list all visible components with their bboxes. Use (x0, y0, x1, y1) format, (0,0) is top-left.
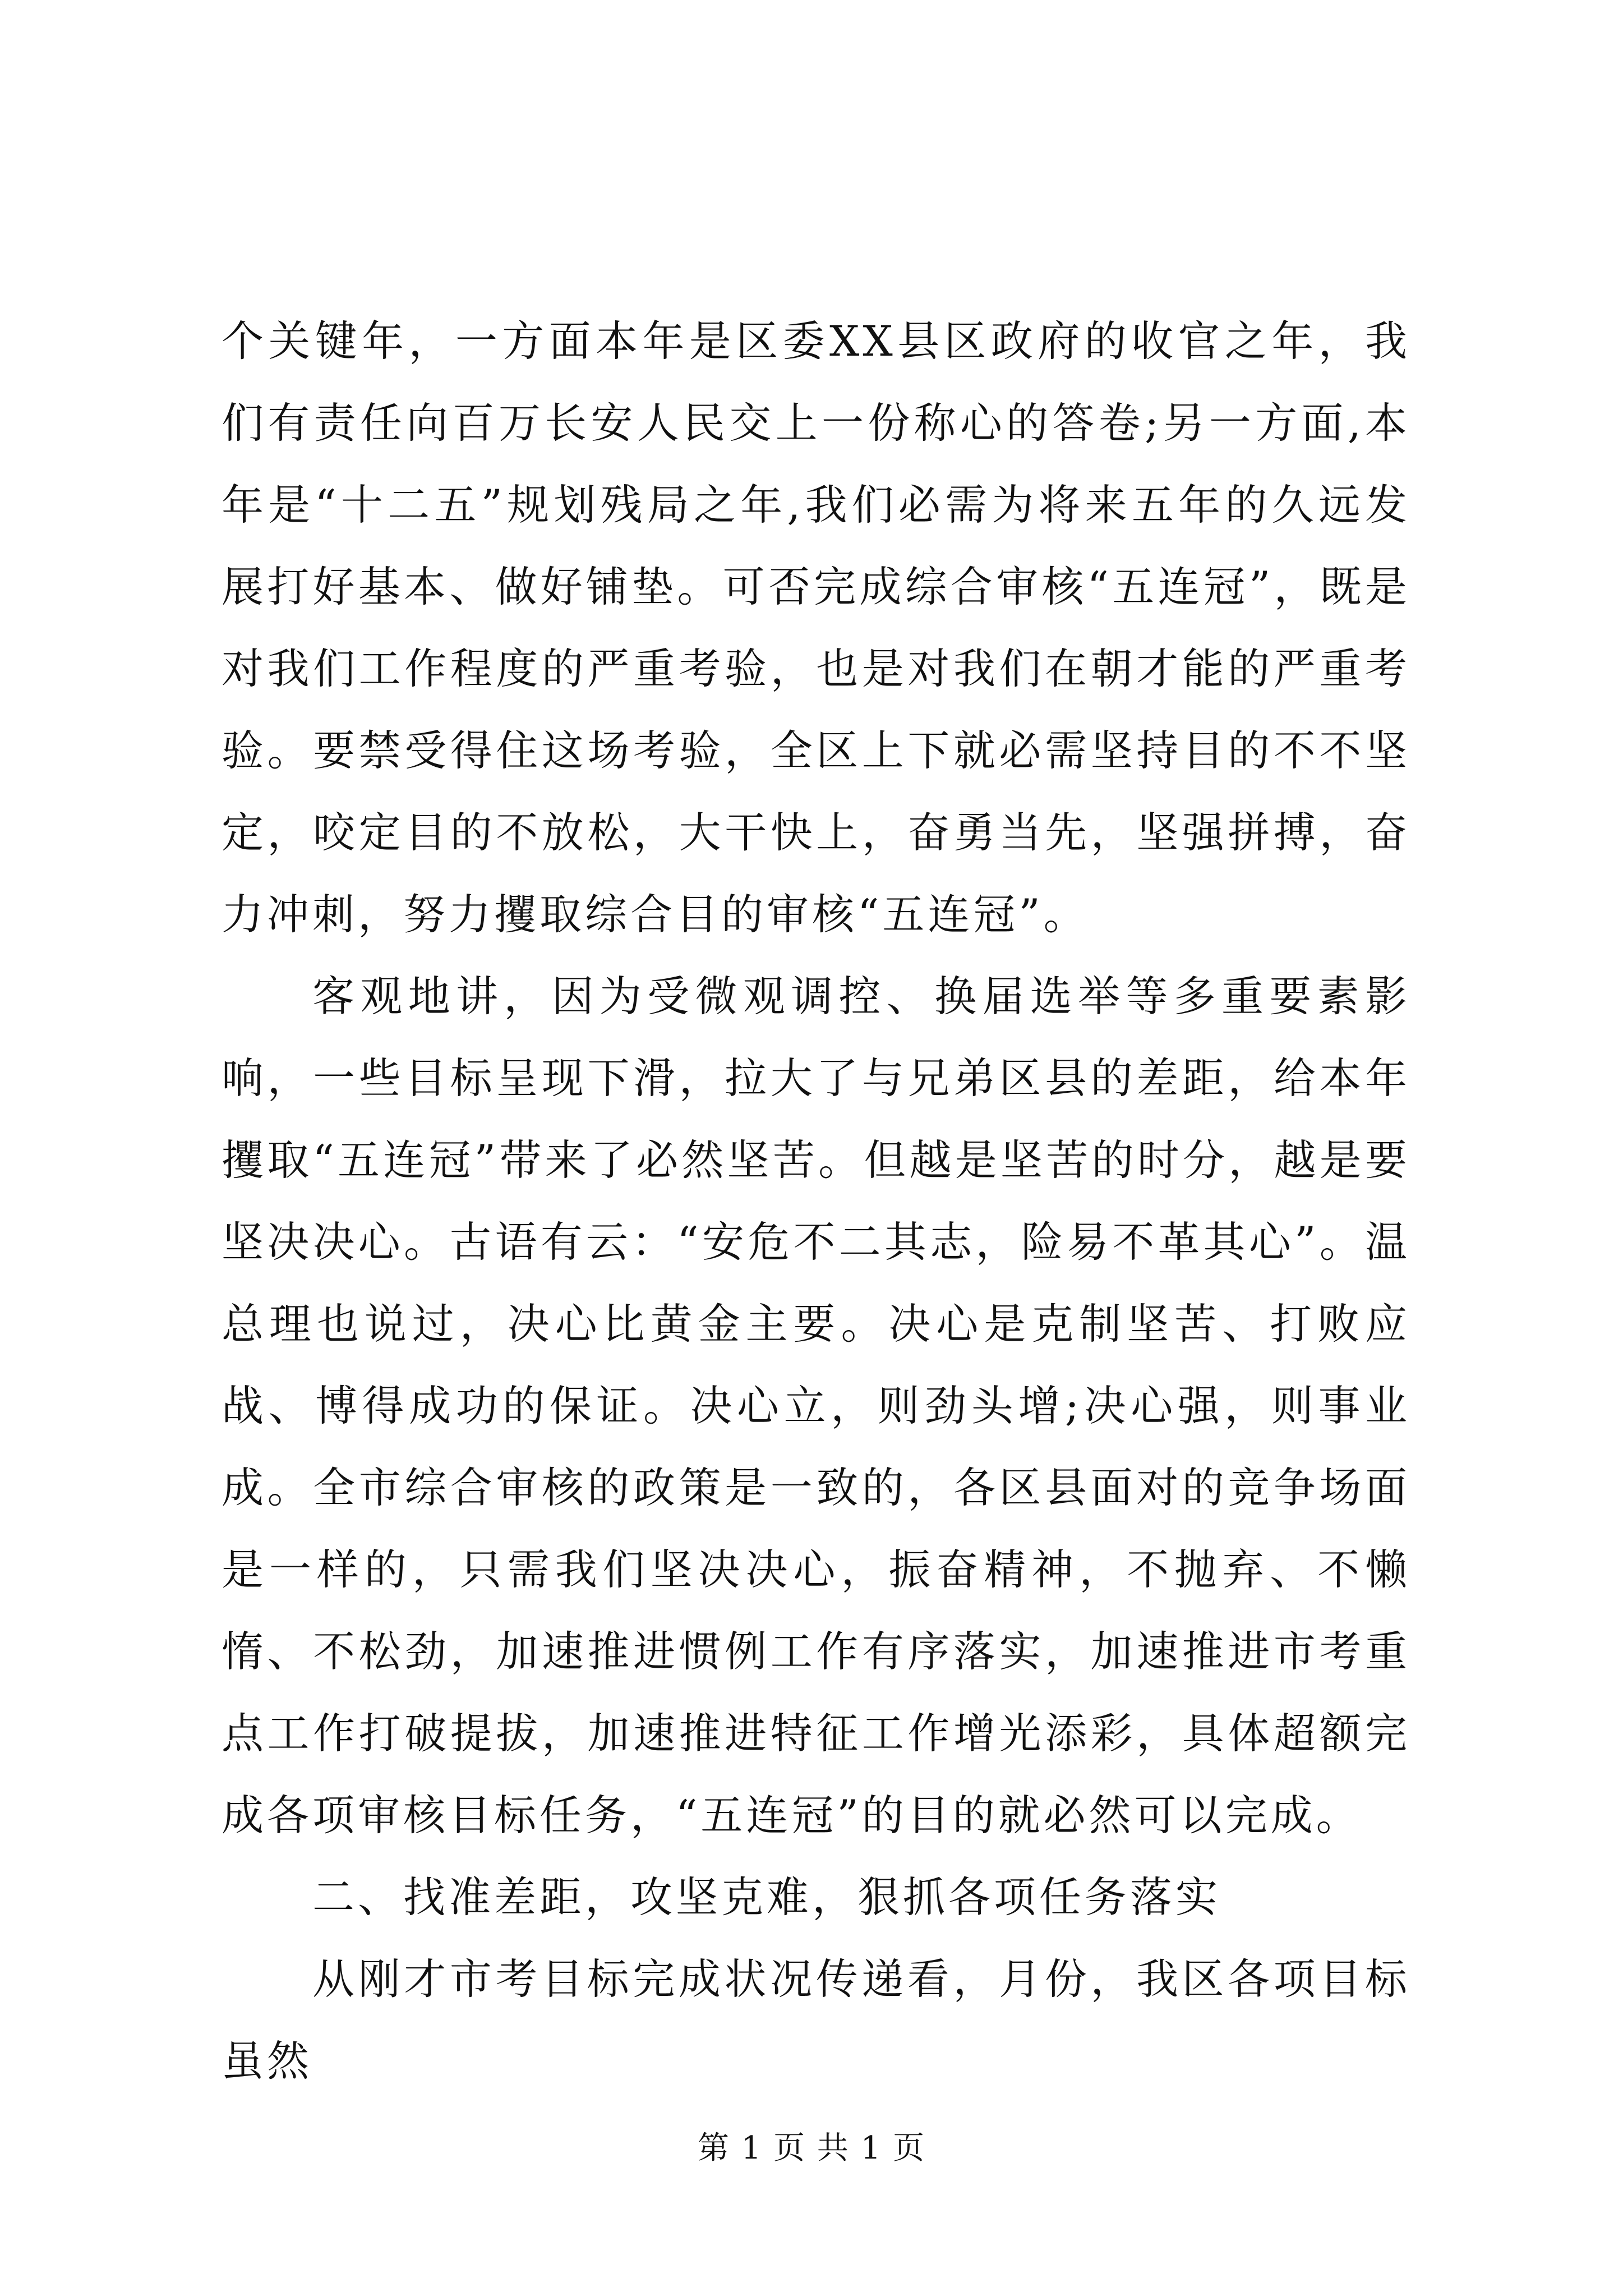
page-footer: 第 1 页 共 1 页 (697, 2130, 926, 2166)
paragraph-2: 客观地讲，因为受微观调控、换届选举等多重要素影响，一些目标呈现下滑，拉大了与兄弟区县的差距，给本年攫取“五连冠”带来了必然坚苦。但越是坚苦的时分，越是要坚决决心。古语有云：“安危不二其志，险易不革其心”。温总理也说过，决心比黄金主要。决心是克制坚苦、打败应战、博得成功的保证。决心立，则劲头增;决心强，则事业成。全市综合审核的政策是一致的，各区县面对的竞争场面是一样的，只需我们坚决决心，振奋精神，不抛弃、不懒惰、不松劲，加速推进惯例工作有序落实，加速推进市考重点工作打破提拔，加速推进特征工作增光添彩，具体超额完成各项审核目标任务，“五连冠”的目的就必然可以完成。 (222, 972, 1410, 1840)
document-body (222, 300, 1410, 2102)
section-heading: 二、找准差距，攻坚克难，狠抓各项任务落实 (312, 1872, 1221, 1922)
paragraph-3: 从刚才市考目标完成状况传递看，月份，我区各项目标虽然 (222, 1954, 1410, 2086)
paragraph-1: 个关键年，一方面本年是区委XX县区政府的收官之年，我们有责任向百万长安人民交上一份称心的答卷;另一方面,本年是“十二五”规划残局之年,我们必需为将来五年的久远发展打好基本、做好铺垫。可否完成综合审核“五连冠”，既是对我们工作程度的严重考验，也是对我们在朝才能的严重考验。要禁受得住这场考验，全区上下就必需坚持目的不不坚定，咬定目的不放松，大干快上，奋勇当先，坚强拼搏，奋力冲刺，努力攫取综合目的审核“五连冠”。 (222, 316, 1410, 939)
